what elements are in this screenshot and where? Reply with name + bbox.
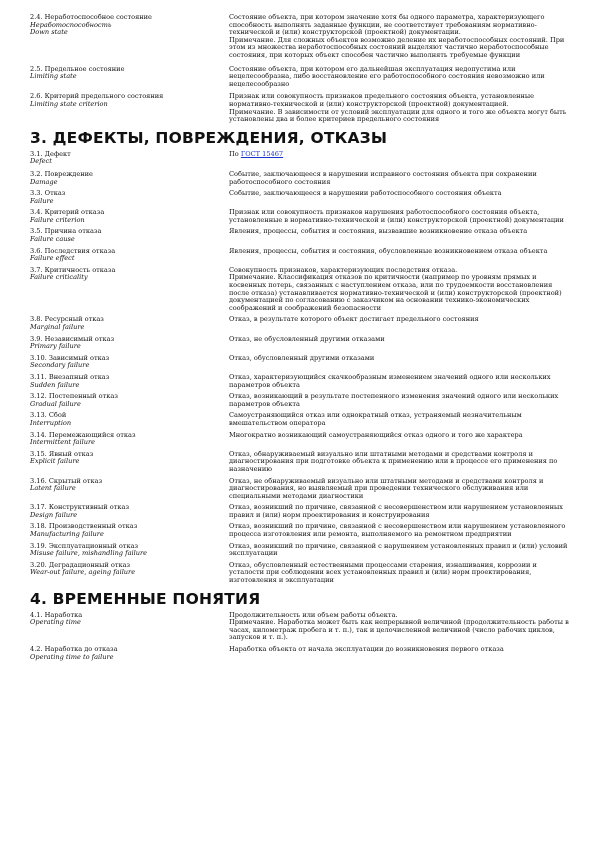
- term-names: [30, 316, 229, 331]
- term-definition: [229, 151, 570, 159]
- term-definition: [229, 336, 570, 344]
- term-definition: [229, 190, 570, 198]
- term-names: [30, 374, 229, 389]
- definition-text: Отказ, характеризующийся скачкообразным изменением значений одного или нескольких параметров объекта: [229, 372, 551, 389]
- definition-text: Отказ, не обнаруживаемый визуально или штатными методами и средствами контроля и диагностирования, но выявляемый при проведении технического обслуживания или специальными методами диагностики: [229, 476, 544, 500]
- term-entry: [30, 504, 570, 519]
- section-4-entries: [30, 612, 570, 662]
- term-names: [30, 432, 229, 447]
- term-en: Failure criticality: [30, 273, 88, 282]
- term-en: Latent failure: [30, 484, 76, 493]
- definition-text: Отказ, возникающий в результате постепенного изменения значений одного или нескольких параметров объекта: [229, 392, 559, 408]
- term-names: [30, 93, 229, 108]
- term-entry-2-5: [30, 66, 570, 89]
- term-definition: [229, 93, 570, 123]
- term-ru: 3.16. Скрытый отказ: [30, 476, 103, 485]
- term-names: [30, 523, 229, 538]
- term-names: [30, 562, 229, 577]
- definition-note: Примечание. В зависимости от условий эксплуатации для одного и того же объекта могут быть установлены два и более критериев предельного состояния: [229, 107, 567, 124]
- term-ru: 4.1. Наработка: [30, 610, 83, 619]
- gost-15467-link[interactable]: ГОСТ 15467: [240, 149, 284, 158]
- term-ru: 3.20. Деградационный отказ: [30, 560, 131, 569]
- definition-text: Отказ, возникший по причине, связанной с несовершенством или нарушением установленного процесса изготовления или ремонта, выполняемого на ремонтном предприятии: [229, 522, 566, 539]
- term-ru: 3.6. Последствия отказа: [30, 246, 116, 255]
- term-entry-2-4: [30, 14, 570, 60]
- term-definition: [229, 171, 570, 186]
- term-en: Interruption: [30, 418, 72, 427]
- term-entry: [30, 543, 570, 558]
- term-names: [30, 646, 229, 661]
- definition-text: Состояние объекта, при котором его дальнейшая эксплуатация недопустима или нецелесообразна, либо восстановление его работоспособного состояния невозможно или нецелесообразно: [229, 64, 545, 88]
- term-entry: [30, 267, 570, 313]
- term-ru: 4.2. Наработка до отказа: [30, 645, 118, 653]
- term-definition: [229, 562, 570, 585]
- term-definition: [229, 646, 570, 654]
- term-definition: [229, 393, 570, 408]
- definition-text: Отказ, обусловленный естественными процессами старения, изнашивания, коррозии и усталости при соблюдении всех установленных правил и (или) норм проектирования, изготовления и эксплуатации: [229, 560, 537, 585]
- term-definition: [229, 209, 570, 224]
- term-ru: 3.11. Внезапный отказ: [30, 372, 110, 381]
- term-en: Operating time to failure: [30, 652, 114, 661]
- term-definition: [229, 355, 570, 363]
- definition-note: Примечание. Для сложных объектов возможно деление их неработоспособных состояний. При этом из множества неработоспособных состояний выделяют частично неработоспособные состояния, при которых объект способен частично выполнять требуемые функции: [229, 35, 565, 59]
- term-definition: [229, 248, 570, 256]
- term-names: [30, 451, 229, 466]
- term-en: Limiting state: [30, 72, 77, 81]
- term-entry: [30, 355, 570, 370]
- term-names: [30, 171, 229, 186]
- term-en: Failure: [30, 196, 54, 205]
- term-en: Explicit failure: [30, 457, 80, 466]
- term-entry: [30, 432, 570, 447]
- term-entry: [30, 190, 570, 205]
- term-names: [30, 612, 229, 627]
- term-en: Wear-out failure, ageing failure: [30, 568, 136, 577]
- term-ru: 2.6. Критерий предельного состояния: [30, 92, 164, 101]
- term-ru: 2.5. Предельное состояние: [30, 64, 125, 73]
- term-en: Primary failure: [30, 342, 81, 351]
- section-3-heading: 3. ДЕФЕКТЫ, ПОВРЕЖДЕНИЯ, ОТКАЗЫ: [30, 128, 388, 147]
- term-en: Limiting state criterion: [30, 99, 108, 108]
- term-names: [30, 336, 229, 351]
- term-ru: 3.2. Повреждение: [30, 169, 93, 178]
- term-entry: [30, 248, 570, 263]
- term-definition: [229, 374, 570, 389]
- term-en: Manufacturing failure: [30, 530, 104, 539]
- definition-text: Отказ, обусловленный другими отказами: [229, 353, 375, 362]
- definition-note: Примечание. Наработка может быть как непрерывной величиной (продолжительность работы в часах, километраж пробега и т. п.), так и целочисленной величиной (число рабочих циклов, запусков и т. п.).: [229, 618, 569, 642]
- term-ru: 3.1. Дефект: [30, 149, 71, 158]
- term-entry: [30, 523, 570, 538]
- term-en: Gradual failure: [30, 399, 81, 408]
- term-en: Failure effect: [30, 254, 75, 263]
- term-ru: 3.12. Постепенный отказ: [30, 392, 118, 401]
- term-names: [30, 228, 229, 243]
- term-ru: 3.15. Явный отказ: [30, 449, 94, 458]
- definition-note: Примечание. Классификация отказов по критичности (например по уровням прямых и косвенных потерь, связанных с наступлением отказа, или по трудоемкости восстановления после отказа) устанавливается нормативно-технической и (или) конструкторской (проектной) документацией по согласованию с заказчиком на основании технико-экономических соображений и соображений безопасности: [229, 273, 562, 312]
- term-ru: 3.9. Независимый отказ: [30, 334, 115, 343]
- term-ru: 3.19. Эксплуатационный отказ: [30, 541, 139, 550]
- definition-text: Признак или совокупность признаков нарушения работоспособного состояния объекта, установленные в нормативно-технической и (или) конструкторской (проектной) документации: [229, 208, 564, 224]
- term-names: [30, 504, 229, 519]
- term-en: Damage: [30, 177, 58, 186]
- term-en: Operating time: [30, 618, 81, 627]
- definition-text: Событие, заключающееся в нарушении исправного состояния объекта при сохранении работоспособного состояния: [229, 169, 537, 186]
- term-definition: [229, 316, 570, 324]
- term-ru: 3.7. Критичность отказа: [30, 265, 116, 274]
- definition-text: Отказ, в результате которого объект достигает предельного состояния: [229, 315, 479, 324]
- term-names: [30, 478, 229, 493]
- term-ru-synonym: Неработоспособность: [30, 20, 112, 29]
- term-ru: 3.18. Производственный отказ: [30, 522, 138, 531]
- term-entry: [30, 374, 570, 389]
- term-definition: [229, 612, 570, 642]
- term-names: [30, 267, 229, 282]
- section-4-heading: 4. ВРЕМЕННЫЕ ПОНЯТИЯ: [30, 589, 261, 608]
- definition-text: Продолжительность или объем работы объекта.: [229, 610, 398, 619]
- term-entry-2-6: [30, 93, 570, 123]
- term-names: [30, 66, 229, 81]
- term-definition: [229, 543, 570, 558]
- term-entry: [30, 451, 570, 474]
- term-definition: [229, 228, 570, 236]
- term-entry: [30, 171, 570, 186]
- term-names: [30, 412, 229, 427]
- term-entry: [30, 316, 570, 331]
- term-entry: [30, 209, 570, 224]
- term-entry-3-1: [30, 151, 570, 166]
- term-definition: [229, 451, 570, 474]
- term-entry: [30, 646, 570, 661]
- term-en: Intermittent failure: [30, 438, 96, 447]
- term-entry: [30, 412, 570, 427]
- term-definition: [229, 504, 570, 519]
- term-entry: [30, 562, 570, 585]
- term-definition: [229, 14, 570, 60]
- definition-text: Совокупность признаков, характеризующих последствия отказа.: [229, 265, 458, 274]
- term-ru: 2.4. Неработоспособное состояние: [30, 13, 152, 21]
- term-names: [30, 393, 229, 408]
- definition-text: Признак или совокупность признаков предельного состояния объекта, установленные нормативно-технической и (или) конструкторской (проектной) документацией.: [229, 92, 535, 108]
- term-entry: [30, 612, 570, 642]
- term-en: Sudden failure: [30, 380, 80, 389]
- term-entry: [30, 336, 570, 351]
- term-en: Design failure: [30, 510, 78, 519]
- term-names: [30, 209, 229, 224]
- term-entry: [30, 228, 570, 243]
- term-en: Misuse failure, mishandling failure: [30, 549, 148, 558]
- definition-text: Наработка объекта от начала эксплуатации до возникновения первого отказа: [229, 645, 504, 653]
- definition-text: Отказ, обнаруживаемый визуально или штатными методами и средствами контроля и диагностирования при подготовке объекта к применению или в процессе его применения по назначению: [229, 449, 558, 473]
- section-2-entries: [30, 14, 570, 124]
- term-names: [30, 14, 229, 37]
- term-definition: [229, 267, 570, 313]
- term-definition: [229, 66, 570, 89]
- term-en: Failure cause: [30, 235, 75, 244]
- definition-text: Явления, процессы, события и состояния, обусловленные возникновением отказа объекта: [229, 246, 548, 255]
- term-names: [30, 248, 229, 263]
- term-ru: 3.4. Критерий отказа: [30, 208, 105, 217]
- term-ru: 3.8. Ресурсный отказ: [30, 315, 104, 324]
- definition-text: Событие, заключающееся в нарушении работоспособного состояния объекта: [229, 189, 502, 198]
- term-names: [30, 543, 229, 558]
- term-en: Down state: [30, 28, 68, 37]
- document-page: [30, 14, 570, 665]
- definition-prefix: По: [229, 149, 239, 158]
- term-definition: [229, 478, 570, 501]
- term-definition: [229, 432, 570, 440]
- definition-text: Отказ, возникший по причине, связанной с нарушением установленных правил и (или) условий эксплуатации: [229, 541, 568, 558]
- definition-text: Состояние объекта, при котором значение хотя бы одного параметра, характеризующего способность выполнять заданные функции, не соответствует требованиям нормативно-технической и (или) конструкторской (проектной) документации.: [229, 13, 545, 37]
- definition-text: Отказ, не обусловленный другими отказами: [229, 334, 385, 343]
- term-ru: 3.13. Сбой: [30, 411, 67, 420]
- term-names: [30, 190, 229, 205]
- term-ru: 3.17. Конструктивный отказ: [30, 503, 130, 512]
- term-entry: [30, 478, 570, 501]
- term-en: Marginal failure: [30, 323, 85, 331]
- term-definition: [229, 523, 570, 538]
- term-en: Secondary failure: [30, 361, 90, 370]
- definition-text: Отказ, возникший по причине, связанной с несовершенством или нарушением установленных правил и (или) норм проектирования и конструирования: [229, 503, 563, 519]
- term-entry: [30, 393, 570, 408]
- term-names: [30, 355, 229, 370]
- definition-text: Многократно возникающий самоустраняющийся отказ одного и того же характера: [229, 430, 523, 439]
- definition-text: Самоустраняющийся отказ или однократный отказ, устраняемый незначительным вмешательством оператора: [229, 411, 522, 427]
- definition-text: Явления, процессы, события и состояния, вызвавшие возникновение отказа объекта: [229, 227, 528, 236]
- term-ru: 3.5. Причина отказа: [30, 227, 102, 236]
- term-ru: 3.14. Перемежающийся отказ: [30, 430, 136, 439]
- term-names: [30, 151, 229, 166]
- section-3-entries: [30, 171, 570, 585]
- term-en: Defect: [30, 157, 52, 166]
- term-ru: 3.3. Отказ: [30, 189, 66, 198]
- term-en: Failure criterion: [30, 215, 85, 224]
- term-ru: 3.10. Зависимый отказ: [30, 353, 110, 362]
- term-definition: [229, 412, 570, 427]
